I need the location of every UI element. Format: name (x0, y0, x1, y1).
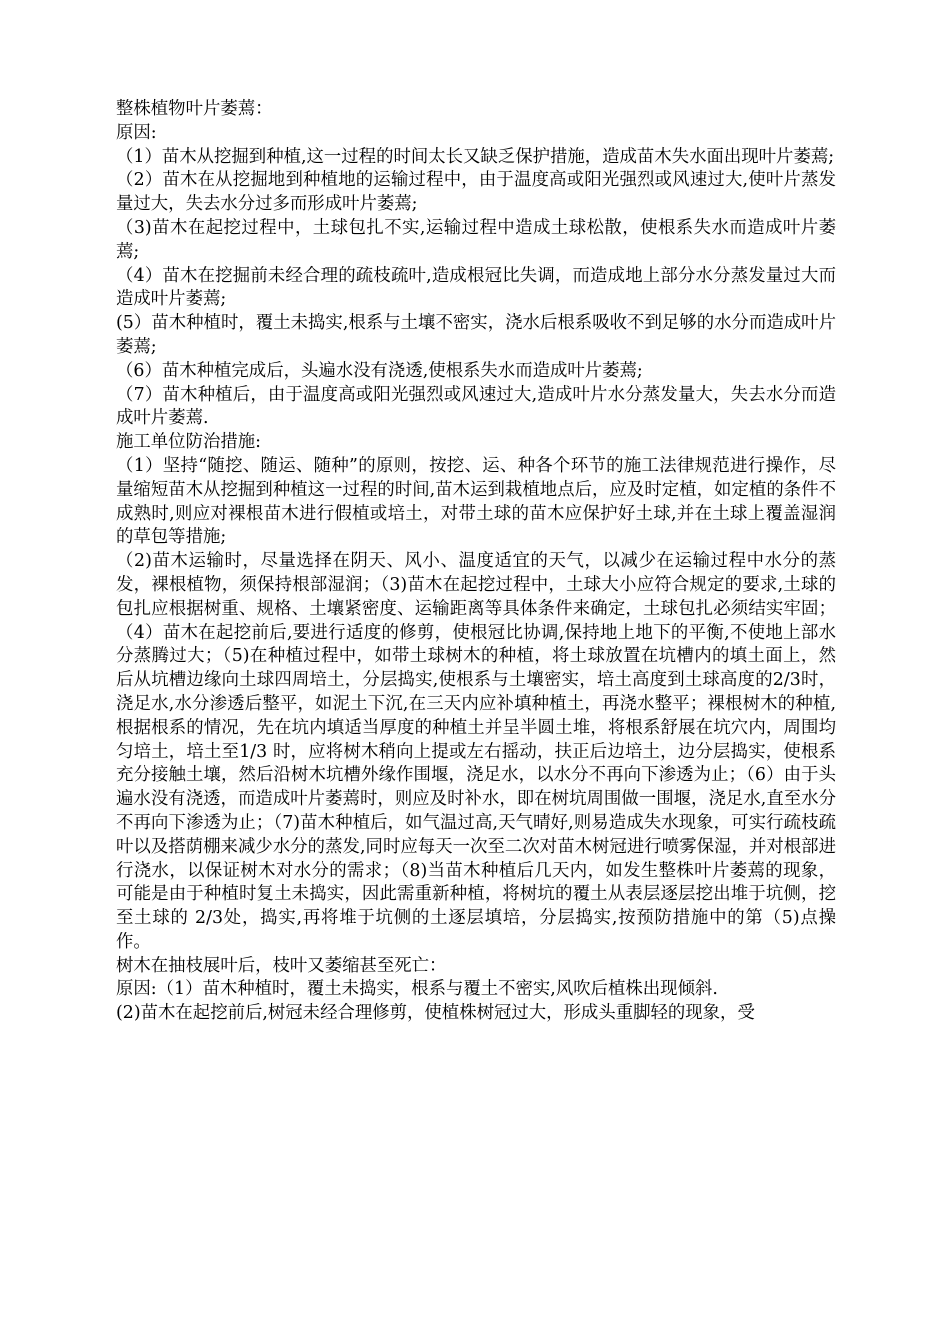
cause-item-1: （1）苗木从挖掘到种植,这一过程的时间太长又缺乏保护措施，造成苗木失水面出现叶片萎蔫; (116, 146, 835, 167)
heading-whole-plant-wilting: 整株植物叶片萎蔫： (116, 99, 273, 119)
measures-heading: 施工单位防治措施: (116, 432, 261, 453)
cause-item-3: （3)苗木在起挖过程中，土球包扎不实,运输过程中造成土球松散，使根系失水而造成叶片萎蔫; (116, 217, 836, 262)
shrinkage-cause-2: (2)苗木在起挖前后,树冠未经合理修剪，使植株树冠过大，形成头重脚轻的现象，受 (116, 1003, 755, 1024)
shrinkage-cause-1: 原因:（1）苗木种植时，覆土未捣实，根系与覆土不密实,风吹后植株出现倾斜. (116, 979, 718, 1000)
document-page (116, 98, 836, 1026)
cause-item-4: （4）苗木在挖掘前未经合理的疏枝疏叶,造成根冠比失调，而造成地上部分水分蒸发量过大而造成叶片萎蔫; (116, 265, 836, 310)
cause-item-5: (5）苗木种植时，覆土未捣实,根系与土壤不密实，浇水后根系吸收不到足够的水分而造成叶片萎蔫; (116, 313, 836, 357)
cause-item-6: （6）苗木种植完成后，头遍水没有浇透,使根系失水而造成叶片萎蔫; (116, 360, 643, 381)
heading-leaf-shrinkage: 树木在抽枝展叶后，枝叶又萎缩甚至死亡： (116, 955, 447, 976)
measure-item-1: （1）坚持“随挖、随运、随种”的原则，按挖、运、种各个环节的施工法律规范进行操作，尽量缩短苗木从挖掘到种植这一过程的时间,苗木运到栽植地点后，应及时定植，如定植的条件不成熟时,则应对裸根苗木进行假植或培土，对带土球的苗木应保护好土球,并在土球上覆盖湿润的草包等措施; (116, 455, 836, 548)
cause-item-7: （7）苗木种植后，由于温度高或阳光强烈或风速过大,造成叶片水分蒸发量大，失去水分而造成叶片萎蔫. (116, 384, 836, 429)
measure-items-2-8: （2)苗木运输时，尽量选择在阴天、风小、温度适宜的天气，以减少在运输过程中水分的蒸发，裸根植物，须保持根部湿润；（3)苗木在起挖过程中，土球大小应符合规定的要求,土球的包扎应根据树重、规格、土壤紧密度、运输距离等具体条件来确定，土球包扎必须结实牢固；（4）苗木在起挖前后,要进行适度的修剪，使根冠比协调,保持地上地下的平衡,不使地上部水分蒸腾过大；（5)在种植过程中，如带土球树木的种植，将土球放置在坑槽内的填土面上，然后从坑槽边缘向土球四周培土，分层捣实,使根系与土壤密实，培土高度到土球高度的2/3时，浇足水,水分渗透后整平，如泥土下沉,在三天内应补填种植土，再浇水整平；裸根树木的种植,根据根系的情况，先在坑内填适当厚度的种植土并呈半圆土堆，将根系舒展在坑穴内，周围均匀培土，培土至1/3 时，应将树木稍向上提或左右摇动，扶正后边培土，边分层捣实，使根系充分接触土壤，然后沿树木坑槽外缘作围堰，浇足水，以水分不再向下渗透为止；（6）由于头遍水没有浇透，而造成叶片萎蔫时，则应及时补水，即在树坑周围做一围堰，浇足水,直至水分不再向下渗透为止；（7)苗木种植后，如气温过高,天气晴好,则易造成失水现象，可实行疏枝疏叶以及搭荫棚来减少水分的蒸发,同时应每天一次至二次对苗木树冠进行喷雾保湿，并对根部进行浇水，以保证树木对水分的需求；（8)当苗木种植后几天内，如发生整株叶片萎蔫的现象，可能是由于种植时复土未捣实，因此需重新种植，将树坑的覆土从表层逐层挖出堆于坑侧，挖至土球的 2/3处，捣实,再将堆于坑侧的土逐层填培，分层捣实,按预防措施中的第（5)点操作。 (116, 551, 836, 952)
cause-item-2: （2）苗木在从挖掘地到种植地的运输过程中，由于温度高或阳光强烈或风速过大,使叶片蒸发量过大，失去水分过多而形成叶片萎蔫; (116, 170, 836, 215)
cause-label: 原因: (116, 122, 157, 143)
